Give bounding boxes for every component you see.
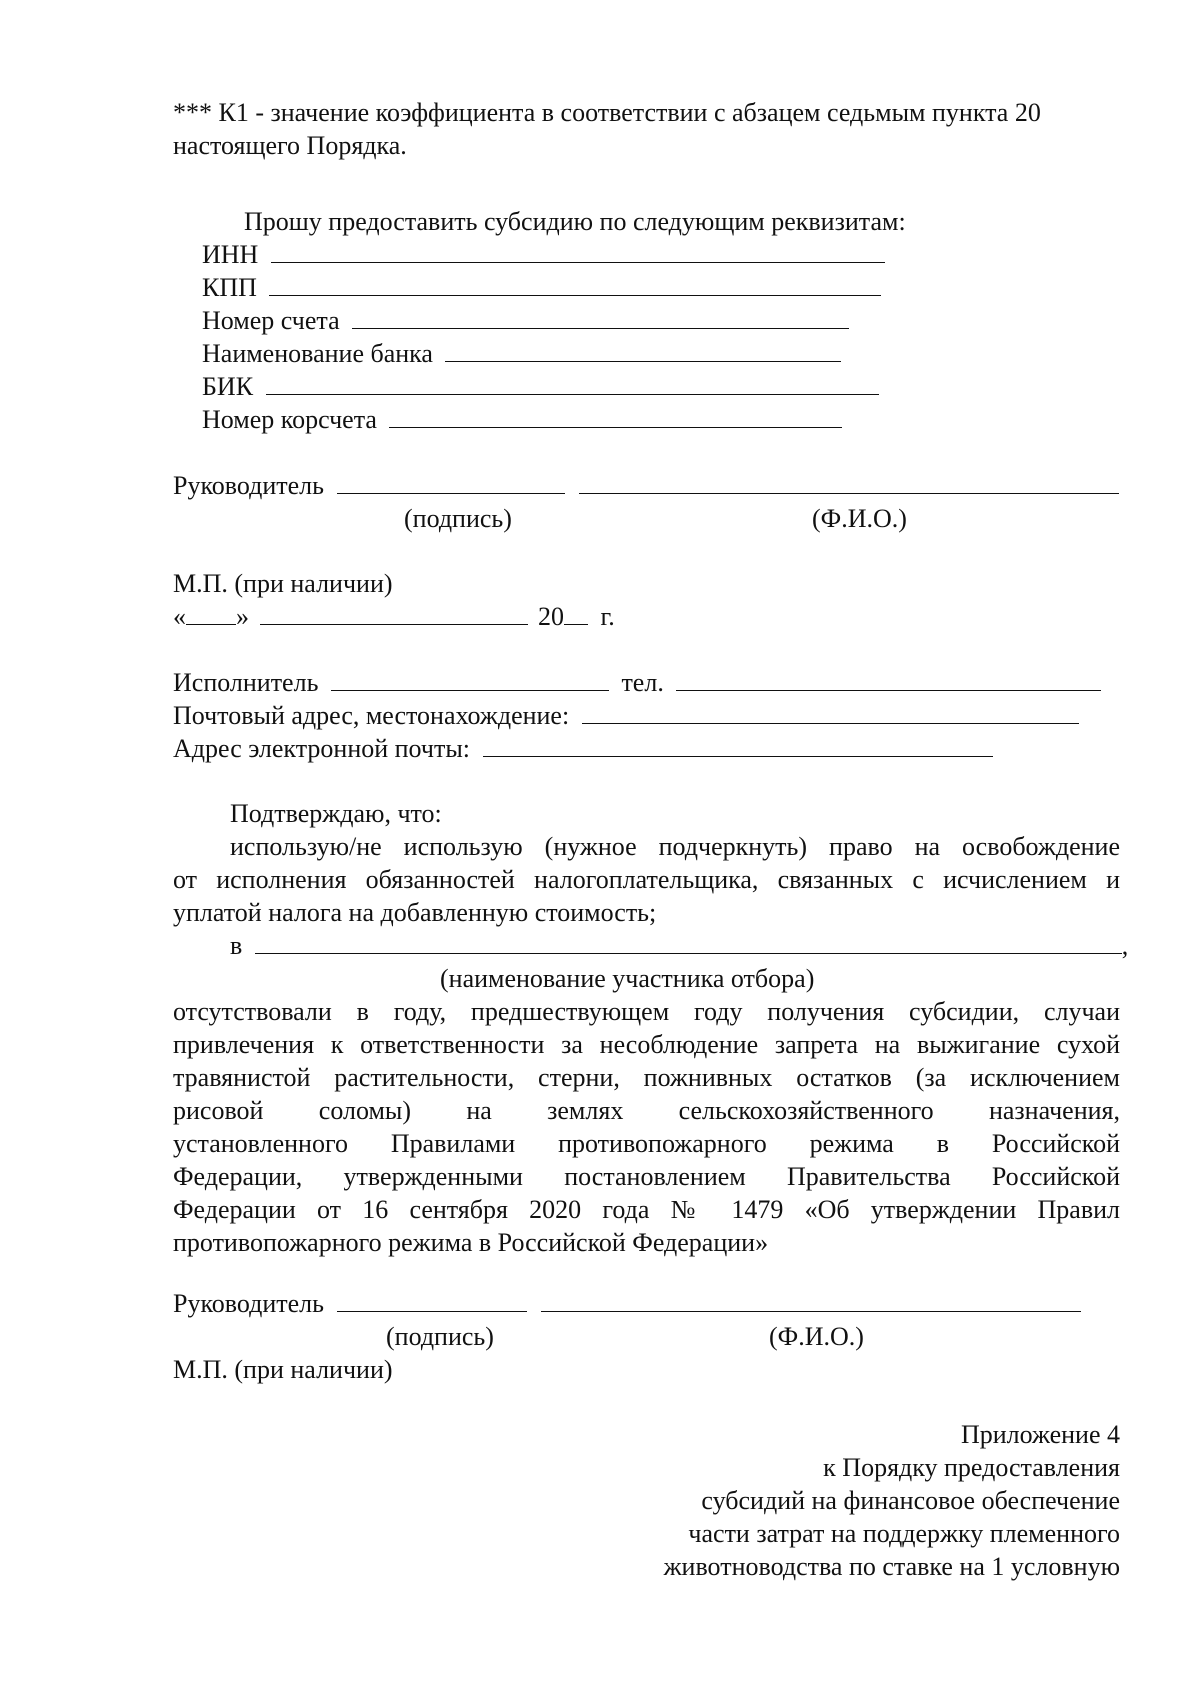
bik-label: БИК: [202, 372, 254, 401]
stamp-2: М.П. (при наличии): [173, 1355, 393, 1384]
participant-field[interactable]: [255, 929, 1122, 954]
corr-account-row: [202, 403, 842, 436]
corr-account-label: Номер корсчета: [202, 405, 377, 434]
fire-line: травянистой растительности, стерни, пожнивных остатков (за исключением: [173, 1063, 1120, 1092]
signature-2-head-label: Руководитель: [173, 1289, 324, 1318]
signature-1-sign-caption: (подпись): [404, 504, 512, 533]
inn-label: ИНН: [202, 240, 259, 269]
account-field[interactable]: [352, 304, 849, 329]
appendix-line: Приложение 4: [960, 1420, 1120, 1449]
signature-2-sign-field[interactable]: [337, 1287, 527, 1312]
fire-paragraph: [173, 995, 1120, 1259]
appendix-line: части затрат на поддержку племенного: [688, 1519, 1120, 1548]
participant-comma: ,: [1121, 931, 1129, 960]
date-year-field[interactable]: [564, 600, 588, 625]
bik-field[interactable]: [266, 370, 879, 395]
vat-line-2: от исполнения обязанностей налогоплательщика, связанных с исчислением и: [173, 865, 1120, 894]
signature-1-fio-caption: (Ф.И.О.): [812, 504, 907, 533]
inn-field[interactable]: [271, 238, 885, 263]
participant-in-word: в: [230, 931, 243, 960]
bank-field[interactable]: [445, 337, 841, 362]
signature-1-head-label: Руководитель: [173, 471, 324, 500]
signature-2-sign-caption: (подпись): [386, 1322, 494, 1351]
footnote-line-1: *** К1 - значение коэффициента в соответствии с абзацем седьмым пункта 20: [173, 98, 1041, 127]
fire-line: установленного Правилами противопожарного режима в Российской: [173, 1129, 1120, 1158]
vat-line-1: использую/не использую (нужное подчеркнуть) право на освобождение: [230, 832, 1120, 861]
signature-1-fio-field[interactable]: [579, 469, 1119, 494]
signature-2-fio-caption: (Ф.И.О.): [769, 1322, 864, 1351]
kpp-row: [202, 271, 881, 304]
fire-line: Федерации, утвержденными постановлением Правительства Российской: [173, 1162, 1120, 1191]
appendix-line: к Порядку предоставления: [823, 1453, 1120, 1482]
signature-1-sign-field[interactable]: [337, 469, 565, 494]
confirm-title: Подтверждаю, что:: [230, 799, 442, 828]
appendix-line: субсидий на финансовое обеспечение: [701, 1486, 1120, 1515]
postal-row: [173, 699, 1079, 732]
requisites-intro: Прошу предоставить субсидию по следующим реквизитам:: [244, 207, 906, 236]
bank-label: Наименование банка: [202, 339, 433, 368]
signature-2-row: [173, 1287, 1081, 1320]
kpp-field[interactable]: [269, 271, 881, 296]
participant-row: [230, 929, 1128, 962]
vat-paragraph: [173, 830, 1120, 929]
fire-line: отсутствовали в году, предшествующем году получения субсидии, случаи: [173, 997, 1120, 1026]
kpp-label: КПП: [202, 273, 257, 302]
fire-line: привлечения к ответственности за несоблюдение запрета на выжигание сухой: [173, 1030, 1120, 1059]
footnote-line-2: настоящего Порядка.: [173, 131, 407, 160]
bank-row: [202, 337, 841, 370]
stamp-1: М.П. (при наличии): [173, 569, 393, 598]
date-day-field[interactable]: [186, 600, 236, 625]
date-year-suffix: г.: [600, 602, 615, 631]
inn-row: [202, 238, 885, 271]
participant-caption: (наименование участника отбора): [440, 964, 815, 993]
account-row: [202, 304, 849, 337]
date-year-prefix: 20: [538, 602, 564, 631]
signature-1-row: [173, 469, 1119, 502]
fire-line: рисовой соломы) на землях сельскохозяйственного назначения,: [173, 1096, 1120, 1125]
date-row: [173, 600, 615, 633]
executor-row: [173, 666, 1101, 699]
date-open-quote: «: [173, 602, 186, 631]
date-month-field[interactable]: [260, 600, 528, 625]
postal-label: Почтовый адрес, местонахождение:: [173, 701, 570, 730]
fire-line: Федерации от 16 сентября 2020 года № 1479 «Об утверждении Правил: [173, 1195, 1120, 1224]
appendix-line: животноводства по ставке на 1 условную: [663, 1552, 1120, 1581]
fire-line-last: противопожарного режима в Российской Федерации»: [173, 1228, 769, 1257]
corr-account-field[interactable]: [389, 403, 842, 428]
signature-2-fio-field[interactable]: [541, 1287, 1081, 1312]
phone-field[interactable]: [676, 666, 1101, 691]
email-label: Адрес электронной почты:: [173, 734, 471, 763]
vat-line-3: уплатой налога на добавленную стоимость;: [173, 898, 657, 927]
bik-row: [202, 370, 879, 403]
date-close-quote: »: [236, 602, 249, 631]
executor-field[interactable]: [331, 666, 609, 691]
phone-label: тел.: [621, 668, 664, 697]
email-row: [173, 732, 993, 765]
account-label: Номер счета: [202, 306, 340, 335]
executor-label: Исполнитель: [173, 668, 319, 697]
postal-field[interactable]: [582, 699, 1079, 724]
email-field[interactable]: [483, 732, 993, 757]
